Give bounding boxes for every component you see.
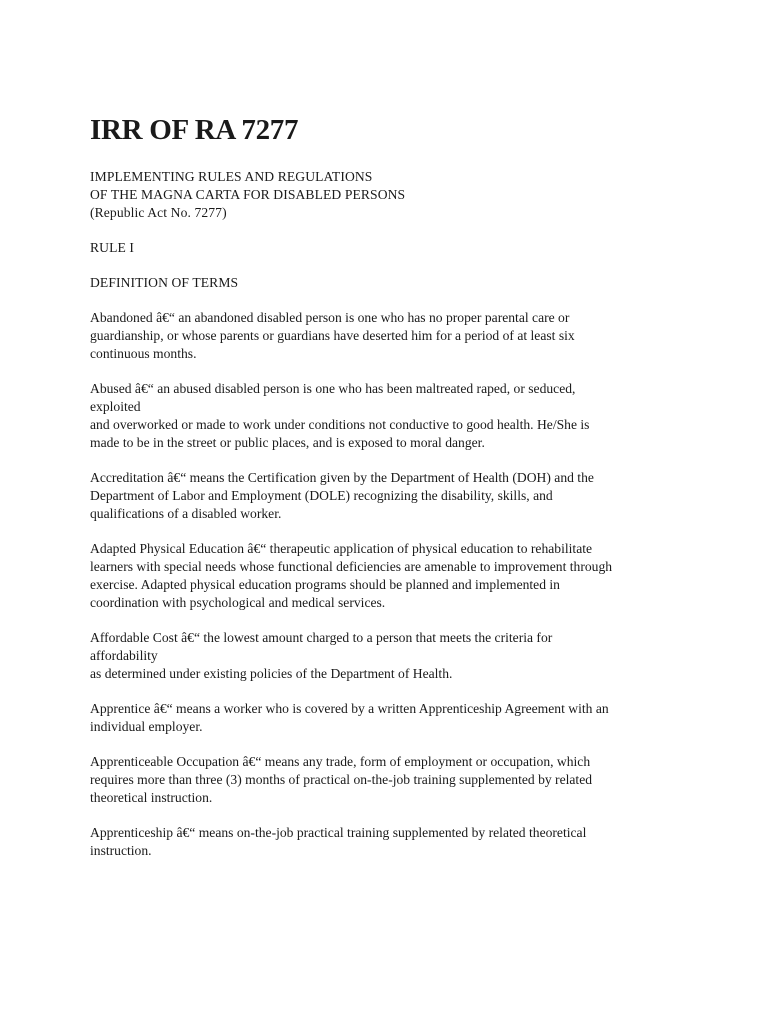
rule-label: RULE I xyxy=(90,240,135,255)
definition-abandoned xyxy=(90,309,690,363)
section-heading xyxy=(90,274,690,292)
rule-heading xyxy=(90,239,690,257)
definition-apprentice xyxy=(90,700,690,736)
definition-line: made to be in the street or public places, and is exposed to moral danger. xyxy=(90,435,485,450)
definition-line: as determined under existing policies of the Department of Health. xyxy=(90,666,453,681)
definition-line: qualifications of a disabled worker. xyxy=(90,506,282,521)
definition-line: Apprentice â€“ means a worker who is covered by a written Apprenticeship Agreement with an xyxy=(90,701,609,716)
definition-line: requires more than three (3) months of practical on-the-job training supplemented by related xyxy=(90,772,593,787)
definition-line: Apprenticeship â€“ means on-the-job practical training supplemented by related theoretical xyxy=(90,825,587,840)
definition-line: learners with special needs whose functional deficiencies are amenable to improvement through xyxy=(90,559,613,574)
document-page xyxy=(90,110,690,877)
subtitle-line: IMPLEMENTING RULES AND REGULATIONS xyxy=(90,169,373,184)
subtitle-line: OF THE MAGNA CARTA FOR DISABLED PERSONS xyxy=(90,187,406,202)
definition-line: coordination with psychological and medical services. xyxy=(90,595,386,610)
definition-line: guardianship, or whose parents or guardians have deserted him for a period of at least six xyxy=(90,328,575,343)
definition-line: exercise. Adapted physical education programs should be planned and implemented in xyxy=(90,577,560,592)
definition-line: Affordable Cost â€“ the lowest amount charged to a person that meets the criteria for xyxy=(90,630,553,645)
definition-line: theoretical instruction. xyxy=(90,790,213,805)
definition-line: Apprenticeable Occupation â€“ means any trade, form of employment or occupation, which xyxy=(90,754,591,769)
definition-line: Abused â€“ an abused disabled person is one who has been maltreated raped, or seduced, xyxy=(90,381,576,396)
section-heading-label: DEFINITION OF TERMS xyxy=(90,275,239,290)
document-title: IRR OF RA 7277 xyxy=(90,114,299,146)
definition-line: instruction. xyxy=(90,843,152,858)
definition-line: Adapted Physical Education â€“ therapeutic application of physical education to rehabilitate xyxy=(90,541,593,556)
definition-abused xyxy=(90,380,690,452)
definition-line: Accreditation â€“ means the Certification given by the Department of Health (DOH) and the xyxy=(90,470,594,485)
definition-apprenticeable-occupation xyxy=(90,753,690,807)
definition-line: Department of Labor and Employment (DOLE) recognizing the disability, skills, and xyxy=(90,488,553,503)
definition-adapted-physical-education xyxy=(90,540,690,612)
definition-line: continuous months. xyxy=(90,346,197,361)
definition-affordable-cost xyxy=(90,629,690,683)
definition-apprenticeship xyxy=(90,824,690,860)
definition-accreditation xyxy=(90,469,690,523)
definition-line: individual employer. xyxy=(90,719,203,734)
definition-line: exploited xyxy=(90,399,141,414)
definitions-list xyxy=(90,309,690,860)
document-subtitle xyxy=(90,168,690,222)
subtitle-line: (Republic Act No. 7277) xyxy=(90,205,227,220)
definition-line: and overworked or made to work under conditions not conductive to good health. He/She is xyxy=(90,417,590,432)
definition-line: Abandoned â€“ an abandoned disabled person is one who has no proper parental care or xyxy=(90,310,570,325)
definition-line: affordability xyxy=(90,648,158,663)
